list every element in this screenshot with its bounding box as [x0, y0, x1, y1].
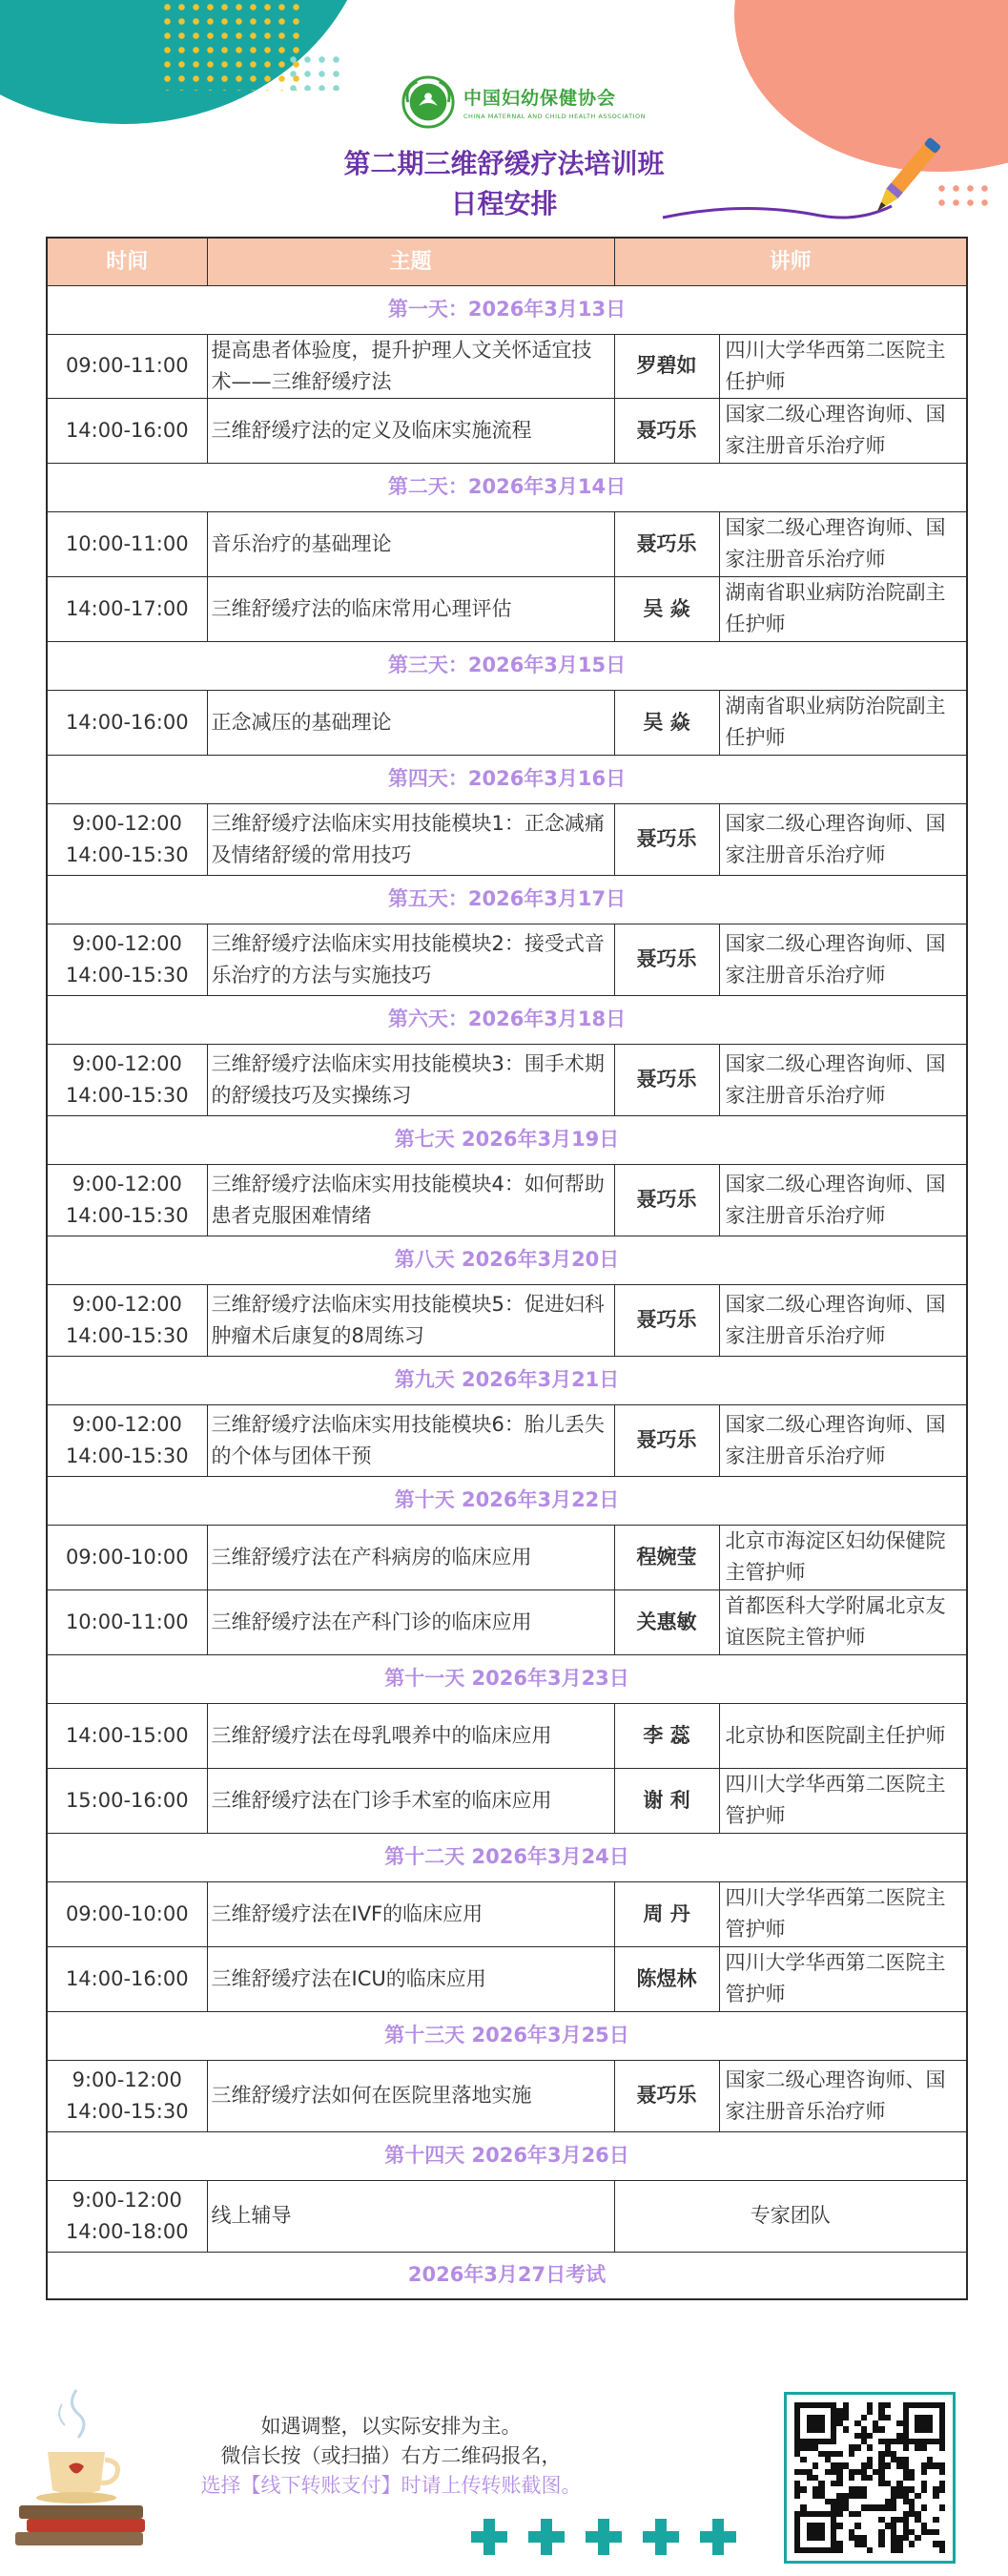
session-topic: 三维舒缓疗法在IVF的临床应用 [207, 1881, 614, 1946]
session-row [47, 1284, 967, 1356]
teal-corner-shape [0, 0, 372, 124]
day-label: 第七天 2026年3月19日 [47, 1115, 967, 1164]
session-row [47, 1768, 967, 1833]
day-label: 第十四天 2026年3月26日 [47, 2131, 967, 2180]
session-row [47, 511, 967, 576]
session-topic: 三维舒缓疗法在产科病房的临床应用 [207, 1525, 614, 1589]
session-row [47, 1589, 967, 1654]
org-name-en: CHINA MATERNAL AND CHILD HEALTH ASSOCIATION [463, 113, 646, 120]
lecturer-name: 聂巧乐 [614, 1044, 719, 1115]
session-time: 14:00-15:00 [47, 1703, 207, 1768]
lecturer-name: 聂巧乐 [614, 803, 719, 875]
session-time: 9:00-12:00 14:00-18:00 [47, 2180, 207, 2252]
lecturer-name: 关惠敏 [614, 1589, 719, 1654]
day-label: 第一天：2026年3月13日 [47, 285, 967, 334]
lecturer-title: 国家二级心理咨询师、国家注册音乐治疗师 [719, 1404, 967, 1476]
session-time: 09:00-10:00 [47, 1525, 207, 1589]
day-label: 第九天 2026年3月21日 [47, 1356, 967, 1404]
registration-qr-code[interactable] [784, 2392, 956, 2564]
session-row [47, 1881, 967, 1946]
lecturer-title: 国家二级心理咨询师、国家注册音乐治疗师 [719, 924, 967, 995]
day-label: 第四天：2026年3月16日 [47, 755, 967, 803]
lecturer-title: 国家二级心理咨询师、国家注册音乐治疗师 [719, 2060, 967, 2131]
exam-row [47, 2252, 967, 2299]
day-header-row [47, 1654, 967, 1703]
lecturer-name: 周 丹 [614, 1881, 719, 1946]
lecturer-name: 吴 焱 [614, 576, 719, 641]
session-time: 14:00-16:00 [47, 690, 207, 755]
lecturer-title: 北京协和医院副主任护师 [719, 1703, 967, 1768]
session-time: 09:00-10:00 [47, 1881, 207, 1946]
session-row [47, 576, 967, 641]
session-topic: 三维舒缓疗法临床实用技能模块3：围手术期的舒缓技巧及实操练习 [207, 1044, 614, 1115]
plus-decoration [471, 2519, 736, 2555]
day-header-row [47, 875, 967, 924]
session-topic: 三维舒缓疗法的临床常用心理评估 [207, 576, 614, 641]
day-header-row [47, 1115, 967, 1164]
session-row [47, 334, 967, 398]
pen-stroke-swoosh [658, 198, 896, 227]
session-row [47, 2180, 967, 2252]
day-header-row [47, 2011, 967, 2060]
session-row [47, 690, 967, 755]
plus-icon [643, 2519, 679, 2555]
teal-dot-pattern [286, 52, 343, 91]
day-label: 第三天：2026年3月15日 [47, 641, 967, 690]
day-header-row [47, 285, 967, 334]
session-time: 9:00-12:00 14:00-15:30 [47, 924, 207, 995]
session-row [47, 1946, 967, 2011]
lecturer-title: 首都医科大学附属北京友谊医院主管护师 [719, 1589, 967, 1654]
session-row [47, 1044, 967, 1115]
session-topic: 三维舒缓疗法临床实用技能模块2：接受式音乐治疗的方法与实施技巧 [207, 924, 614, 995]
session-topic: 三维舒缓疗法临床实用技能模块5：促进妇科肿瘤术后康复的8周练习 [207, 1284, 614, 1356]
session-row [47, 803, 967, 875]
lecturer-name: 吴 焱 [614, 690, 719, 755]
plus-icon [586, 2519, 622, 2555]
lecturer-name: 聂巧乐 [614, 924, 719, 995]
session-time: 9:00-12:00 14:00-15:30 [47, 803, 207, 875]
session-row [47, 2060, 967, 2131]
lecturer-name: 聂巧乐 [614, 2060, 719, 2131]
lecturer-title: 国家二级心理咨询师、国家注册音乐治疗师 [719, 1044, 967, 1115]
session-topic: 三维舒缓疗法在母乳喂养中的临床应用 [207, 1703, 614, 1768]
day-header-row [47, 463, 967, 511]
session-topic: 正念减压的基础理论 [207, 690, 614, 755]
lecturer-name: 聂巧乐 [614, 1404, 719, 1476]
day-header-row [47, 641, 967, 690]
session-time: 15:00-16:00 [47, 1768, 207, 1833]
lecturer-title: 国家二级心理咨询师、国家注册音乐治疗师 [719, 511, 967, 576]
footer-note-register: 微信长按（或扫描）右方二维码报名， [220, 2444, 562, 2467]
lecturer-name: 程婉莹 [614, 1525, 719, 1589]
day-header-row [47, 1476, 967, 1525]
session-topic: 线上辅导 [207, 2180, 614, 2252]
session-row [47, 1164, 967, 1236]
lecturer-name: 聂巧乐 [614, 398, 719, 463]
footer-note-transfer: 选择【线下转账支付】时请上传转账截图。 [200, 2474, 582, 2497]
lecturer-title: 四川大学华西第二医院主管护师 [719, 1946, 967, 2011]
session-time: 09:00-11:00 [47, 334, 207, 398]
header-topic: 主题 [207, 238, 614, 285]
day-label: 第十三天 2026年3月25日 [47, 2011, 967, 2060]
session-lecturer-team: 专家团队 [614, 2180, 967, 2252]
plus-icon [528, 2519, 565, 2555]
day-label: 第五天：2026年3月17日 [47, 875, 967, 924]
session-time: 14:00-17:00 [47, 576, 207, 641]
session-topic: 三维舒缓疗法如何在医院里落地实施 [207, 2060, 614, 2131]
header-time: 时间 [47, 238, 207, 285]
day-label: 第八天 2026年3月20日 [47, 1236, 967, 1284]
session-topic: 三维舒缓疗法在ICU的临床应用 [207, 1946, 614, 2011]
session-topic: 三维舒缓疗法在门诊手术室的临床应用 [207, 1768, 614, 1833]
day-header-row [47, 1356, 967, 1404]
session-time: 14:00-16:00 [47, 1946, 207, 2011]
day-header-row [47, 755, 967, 803]
plus-icon [700, 2519, 736, 2555]
lecturer-title: 国家二级心理咨询师、国家注册音乐治疗师 [719, 398, 967, 463]
plus-icon [471, 2519, 507, 2555]
day-header-row [47, 1833, 967, 1881]
session-topic: 音乐治疗的基础理论 [207, 511, 614, 576]
lecturer-title: 湖南省职业病防治院副主任护师 [719, 576, 967, 641]
day-header-row [47, 2131, 967, 2180]
session-row [47, 1703, 967, 1768]
session-time: 10:00-11:00 [47, 1589, 207, 1654]
lecturer-title: 湖南省职业病防治院副主任护师 [719, 690, 967, 755]
day-label: 第六天：2026年3月18日 [47, 995, 967, 1044]
exam-date: 2026年3月27日考试 [47, 2252, 967, 2299]
lecturer-title: 国家二级心理咨询师、国家注册音乐治疗师 [719, 803, 967, 875]
session-topic: 三维舒缓疗法的定义及临床实施流程 [207, 398, 614, 463]
page-title: 第二期三维舒缓疗法培训班 [343, 148, 665, 179]
table-header-row [47, 238, 967, 285]
page-subtitle: 日程安排 [450, 188, 558, 219]
lecturer-name: 聂巧乐 [614, 1284, 719, 1356]
session-row [47, 398, 967, 463]
session-topic: 三维舒缓疗法在产科门诊的临床应用 [207, 1589, 614, 1654]
day-header-row [47, 1236, 967, 1284]
day-header-row [47, 995, 967, 1044]
gold-dot-pattern [160, 0, 303, 91]
lecturer-name: 李 蕊 [614, 1703, 719, 1768]
session-row [47, 1404, 967, 1476]
session-time: 14:00-16:00 [47, 398, 207, 463]
day-label: 第十一天 2026年3月23日 [47, 1654, 967, 1703]
lecturer-title: 国家二级心理咨询师、国家注册音乐治疗师 [719, 1164, 967, 1236]
lecturer-title: 四川大学华西第二医院主管护师 [719, 1768, 967, 1833]
session-time: 10:00-11:00 [47, 511, 207, 576]
lecturer-name: 谢 利 [614, 1768, 719, 1833]
schedule-table [46, 237, 968, 2300]
session-time: 9:00-12:00 14:00-15:30 [47, 1404, 207, 1476]
session-time: 9:00-12:00 14:00-15:30 [47, 1044, 207, 1115]
qr-code-pattern [794, 2402, 945, 2553]
footer-note-adjustment: 如遇调整，以实际安排为主。 [260, 2415, 522, 2438]
session-topic: 三维舒缓疗法临床实用技能模块6：胎儿丢失的个体与团体干预 [207, 1404, 614, 1476]
session-topic: 提高患者体验度，提升护理人文关怀适宜技术——三维舒缓疗法 [207, 334, 614, 398]
lecturer-name: 聂巧乐 [614, 1164, 719, 1236]
header-lecturer: 讲师 [614, 238, 967, 285]
lecturer-name: 罗碧如 [614, 334, 719, 398]
day-label: 第十二天 2026年3月24日 [47, 1833, 967, 1881]
org-logo [401, 74, 646, 130]
day-label: 第十天 2026年3月22日 [47, 1476, 967, 1525]
lecturer-title: 四川大学华西第二医院主管护师 [719, 1881, 967, 1946]
session-time: 9:00-12:00 14:00-15:30 [47, 2060, 207, 2131]
lecturer-title: 国家二级心理咨询师、国家注册音乐治疗师 [719, 1284, 967, 1356]
session-row [47, 924, 967, 995]
lecturer-name: 聂巧乐 [614, 511, 719, 576]
day-label: 第二天：2026年3月14日 [47, 463, 967, 511]
session-time: 9:00-12:00 14:00-15:30 [47, 1164, 207, 1236]
session-topic: 三维舒缓疗法临床实用技能模块1：正念减痛及情绪舒缓的常用技巧 [207, 803, 614, 875]
session-row [47, 1525, 967, 1589]
lecturer-name: 陈煜林 [614, 1946, 719, 2011]
org-name-cn: 中国妇幼保健协会 [463, 88, 617, 109]
session-topic: 三维舒缓疗法临床实用技能模块4：如何帮助患者克服困难情绪 [207, 1164, 614, 1236]
session-time: 9:00-12:00 14:00-15:30 [47, 1284, 207, 1356]
lecturer-title: 四川大学华西第二医院主任护师 [719, 334, 967, 398]
org-emblem-icon [401, 74, 456, 130]
lecturer-title: 北京市海淀区妇幼保健院主管护师 [719, 1525, 967, 1589]
